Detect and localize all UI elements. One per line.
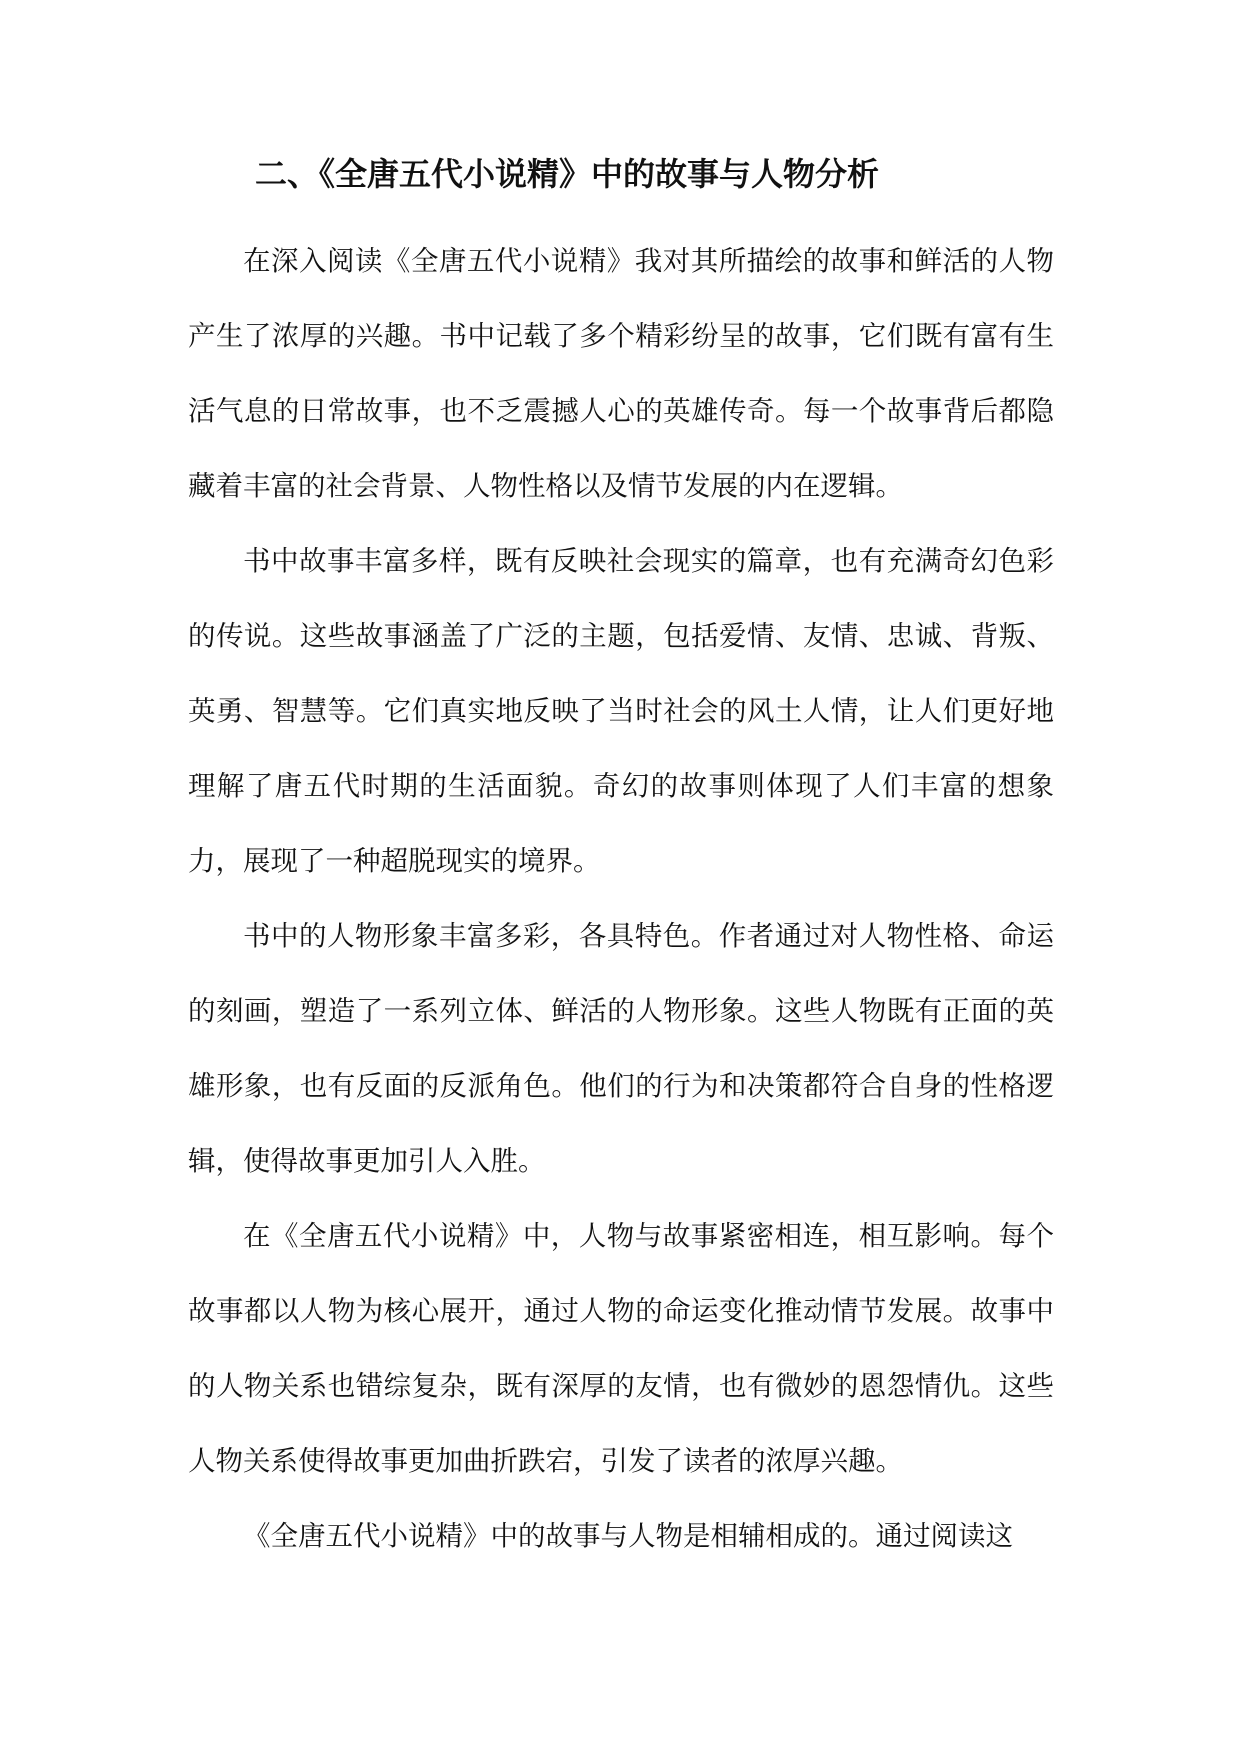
section-heading: 二、《全唐五代小说精》中的故事与人物分析: [255, 155, 880, 193]
paragraph-2: 书中故事丰富多样，既有反映社会现实的篇章，也有充满奇幻色彩的传说。这些故事涵盖了广泛的主题，包括爱情、友情、忠诚、背叛、英勇、智慧等。它们真实地反映了当时社会的风土人情，让人们更好地理解了唐五代时期的生活面貌。奇幻的故事则体现了人们丰富的想象力，展现了一种超脱现实的境界。: [188, 545, 1054, 877]
paragraph-5: 《全唐五代小说精》中的故事与人物是相辅相成的。通过阅读这: [243, 1520, 1013, 1552]
paragraph-1: 在深入阅读《全唐五代小说精》我对其所描绘的故事和鲜活的人物产生了浓厚的兴趣。书中记载了多个精彩纷呈的故事，它们既有富有生活气息的日常故事，也不乏震撼人心的英雄传奇。每一个故事背后都隐藏着丰富的社会背景、人物性格以及情节发展的内在逻辑。: [188, 245, 1054, 502]
paragraph-4: 在《全唐五代小说精》中，人物与故事紧密相连，相互影响。每个故事都以人物为核心展开，通过人物的命运变化推动情节发展。故事中的人物关系也错综复杂，既有深厚的友情，也有微妙的恩怨情仇。这些人物关系使得故事更加曲折跌宕，引发了读者的浓厚兴趣。: [188, 1220, 1054, 1477]
body-text: [188, 224, 1054, 1574]
paragraph-3: 书中的人物形象丰富多彩，各具特色。作者通过对人物性格、命运的刻画，塑造了一系列立体、鲜活的人物形象。这些人物既有正面的英雄形象，也有反面的反派角色。他们的行为和决策都符合自身的性格逻辑，使得故事更加引人入胜。: [188, 920, 1054, 1177]
